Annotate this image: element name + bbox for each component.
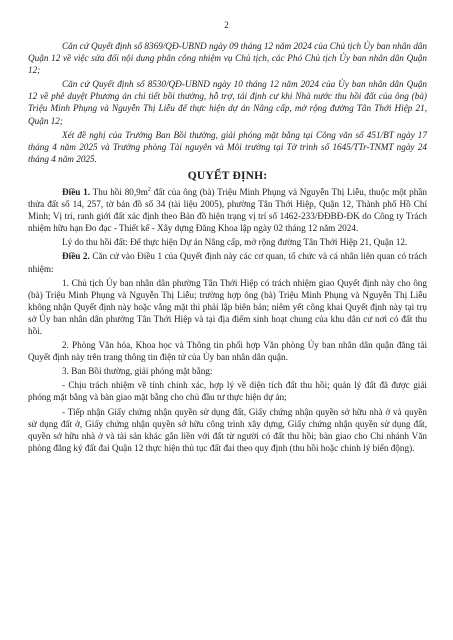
article-2-item-1: 1. Chủ tịch Ủy ban nhân dân phường Tân Thới Hiệp có trách nhiệm giao Quyết định này cho ông (bà) Triệu Minh Phụng và Nguyễn Thị Liễu; trường hợp ông (bà) Triệu Minh Phụng và Nguyễn Thị Liễu không nhận Quyết định này hoặc vắng mặt thì phải lập biên bản; niêm yết công khai Quyết định này tại trụ sở Ủy ban nhân dân phường Tân Thới Hiệp và tại địa điểm sinh hoạt chung của khu dân cư nơi có đất thu hồi. — [28, 277, 427, 336]
article-2-text: Căn cứ vào Điều 1 của Quyết định này các cơ quan, tổ chức và cá nhân liên quan có trách nhiệm: — [28, 251, 428, 274]
reason-for-recovery: Lý do thu hồi đất: Để thực hiện Dự án Nâng cấp, mở rộng đường Tân Thới Hiệp 21, Quận 12. — [62, 237, 408, 248]
article-1-text-a: Thu hồi 80,9m — [90, 186, 148, 197]
article-1-label: Điều 1. — [62, 186, 91, 197]
article-2-item-2: 2. Phòng Văn hóa, Khoa học và Thông tin phối hợp Văn phòng Ủy ban nhân dân quận đăng tải Quyết định này trên trang thông tin điện tử của Ủy ban nhân dân quận. — [28, 340, 427, 363]
article-1-text-b: đất của ông (bà) Triệu Minh Phụng và Nguyễn Thị Liễu, thuộc một phần thửa đất số 14, 257, tờ bản đồ số 34 (tài liệu 2005), phường Tân Thới Hiệp, Quận 12, Thành phố Hồ Chí Minh; Vị trí, ranh giới đất xác định theo Bản đồ hiện trạng vị trí số 1462-233/ĐĐBĐ-ĐK do Công ty Trách nhiệm hữu hạn Đo đạc - Thiết kế - Xây dựng Đăng Khoa lập ngày 02 tháng 12 năm 2024. — [28, 186, 427, 234]
article-1 — [28, 186, 427, 234]
page-number: 2 — [224, 20, 229, 30]
article-2-label: Điều 2. — [62, 251, 90, 262]
legal-basis-3: Xét đề nghị của Trưởng Ban Bồi thường, giải phóng mặt bằng tại Công văn số 451/BT ngày 17 tháng 4 năm 2025 và Trưởng phòng Tài nguyên và Môi trường tại Tờ trình số 1645/TTr-TNMT ngày 24 tháng 4 năm 2025. — [28, 129, 427, 164]
item-3-bullet-2: - Tiếp nhận Giấy chứng nhận quyền sử dụng đất, Giấy chứng nhận quyền sở hữu nhà ở và quyền sử dụng đất ở, Giấy chứng nhận quyền sở hữu công trình xây dựng, Giấy chứng nhận quyền sử dụng đất, quyền sở hữu nhà ở và tài sản khác gắn liền với đất từ người có đất thu hồi; bàn giao cho Chi nhánh Văn phòng đăng ký đất đai Quận 12 thực hiện thủ tục đất đai theo quy định (thu hồi hoặc chỉnh lý biến động). — [28, 406, 427, 453]
decision-heading: QUYẾT ĐỊNH: — [187, 169, 268, 182]
item-3-bullet-1: - Chịu trách nhiệm về tính chính xác, hợp lý về diện tích đất thu hồi; quản lý đất đã được giải phóng mặt bằng và bàn giao mặt bằng cho chủ đầu tư thực hiện dự án; — [28, 380, 427, 403]
article-2-item-3: 3. Ban Bồi thường, giải phóng mặt bằng: — [62, 366, 213, 377]
legal-basis-2: Căn cứ Quyết định số 8530/QĐ-UBND ngày 10 tháng 12 năm 2024 của Ủy ban nhân dân Quận 12 về phê duyệt Phương án chi tiết bồi thường, hỗ trợ, tái định cư khi Nhà nước thu hồi đất của ông (bà) Triệu Minh Phụng và Nguyễn Thị Liễu để thực hiện dự án Nâng cấp, mở rộng đường Tân Thới Hiệp 21, Quận 12; — [28, 79, 427, 126]
document-body — [28, 40, 427, 454]
area-unit-superscript: 2 — [147, 186, 151, 193]
legal-basis-1: Căn cứ Quyết định số 8369/QĐ-UBND ngày 09 tháng 12 năm 2024 của Chủ tịch Ủy ban nhân dân Quận 12 về việc sửa đổi nội dung phân công nhiệm vụ Chủ tịch, các Phó Chủ tịch Ủy ban nhân dân Quận 12; — [28, 41, 427, 76]
article-2 — [28, 250, 427, 274]
